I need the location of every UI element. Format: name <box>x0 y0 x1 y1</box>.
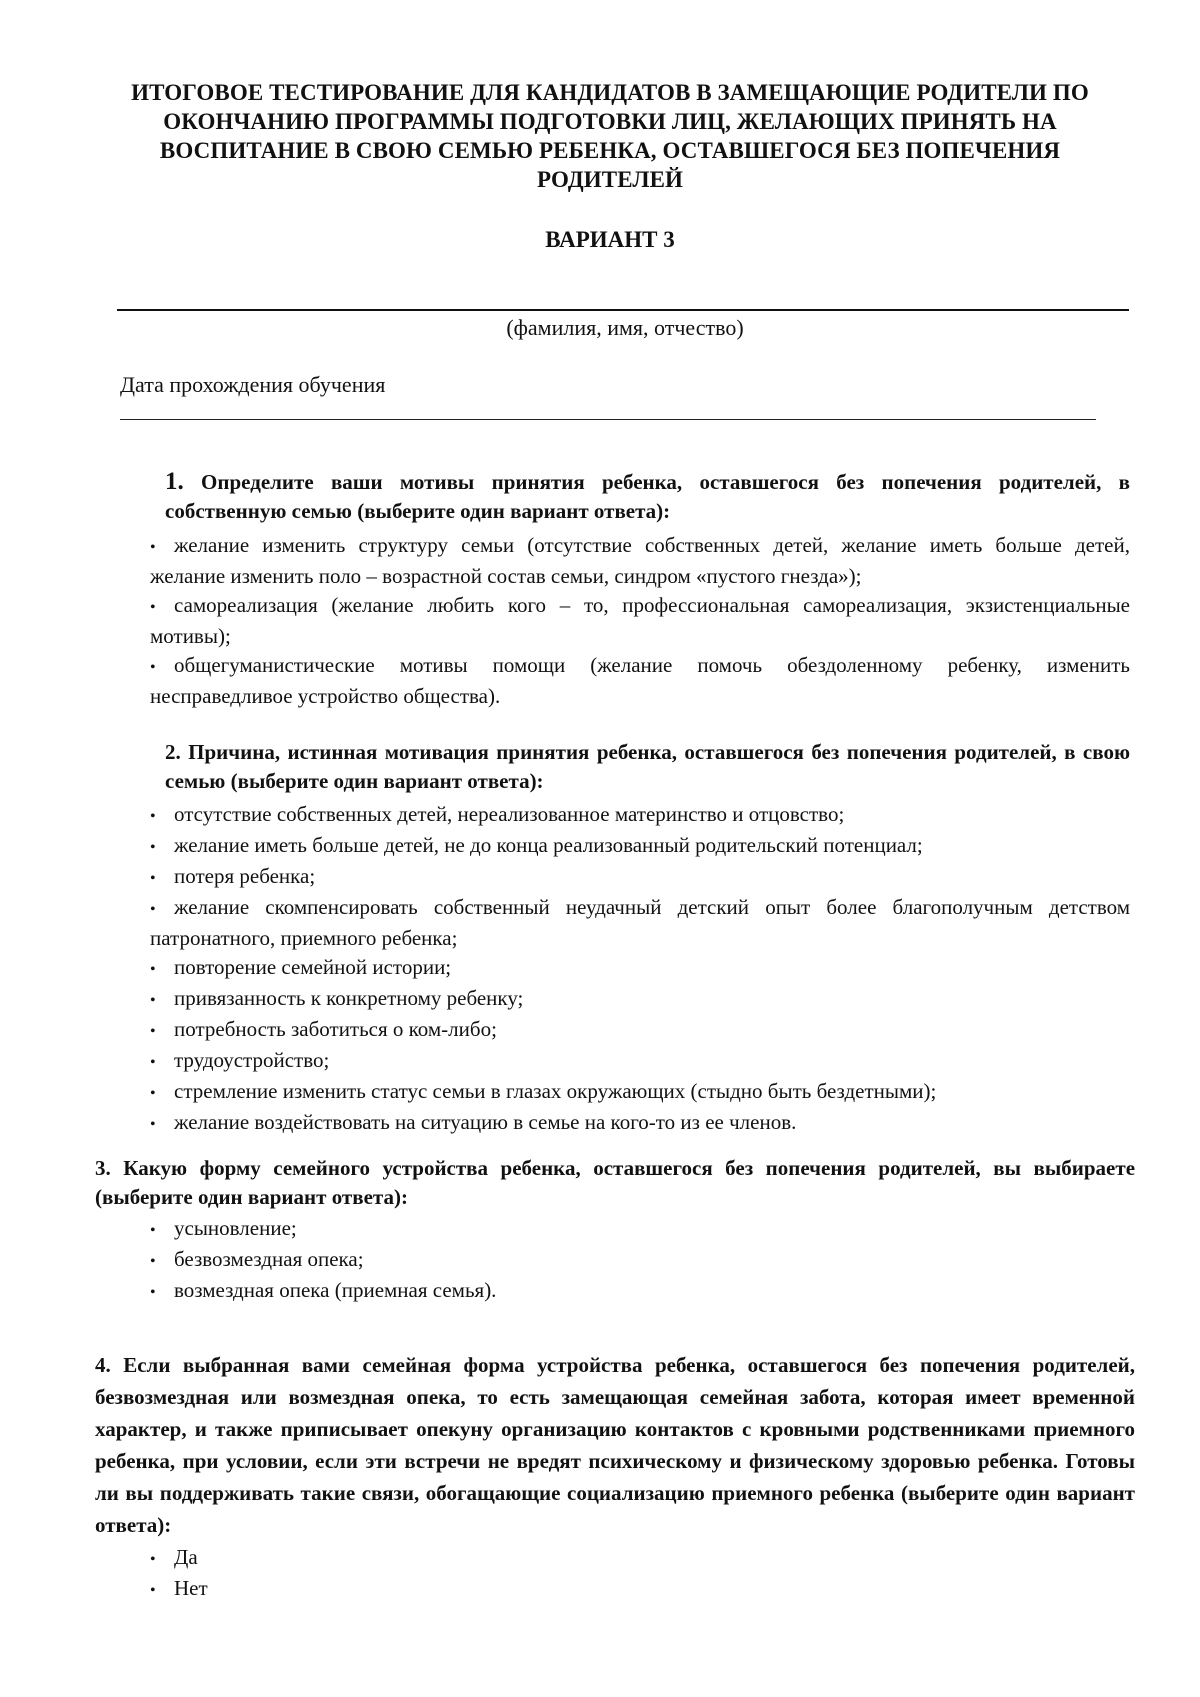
document-title: ИТОГОВОЕ ТЕСТИРОВАНИЕ ДЛЯ КАНДИДАТОВ В ЗАМЕЩАЮЩИЕ РОДИТЕЛИ ПО ОКОНЧАНИЮ ПРОГРАММЫ ПОДГОТОВКИ ЛИЦ, ЖЕЛАЮЩИХ ПРИНЯТЬ НА ВОСПИТАНИЕ В СВОЮ СЕМЬЮ РЕБЕНКА, ОСТАВШЕГОСЯ БЕЗ ПОПЕЧЕНИЯ РОДИТЕЛЕЙ <box>131 80 1089 192</box>
bullet-icon: • <box>150 808 156 825</box>
date-label: Дата прохождения обучения <box>120 372 386 397</box>
question-2-prompt: Причина, истинная мотивация принятия ребенка, оставшегося без попечения родителей, в свою семью (выберите один вариант ответа): <box>165 740 1130 793</box>
bullet-icon: • <box>150 1582 156 1599</box>
name-caption: (фамилия, имя, отчество) <box>506 315 744 340</box>
answer-option[interactable] <box>150 1077 1130 1108</box>
question-4-options <box>95 1543 1135 1605</box>
answer-option-label: безвозмездная опека; <box>174 1247 364 1271</box>
answer-option-label: самореализация (желание любить кого – то, профессиональная самореализация, экзистенциальные мотивы); <box>150 593 1130 648</box>
answer-option[interactable] <box>150 893 1130 953</box>
question-4 <box>95 1349 1135 1605</box>
variant-heading: ВАРИАНТ 3 <box>545 227 675 252</box>
answer-option-label: желание воздействовать на ситуацию в семье на кого-то из ее членов. <box>174 1110 797 1134</box>
answer-option-label: привязанность к конкретному ребенку; <box>174 986 524 1010</box>
question-1-prompt: Определите ваши мотивы принятия ребенка, оставшегося без попечения родителей, в собственную семью (выберите один вариант ответа): <box>165 470 1131 523</box>
answer-option[interactable] <box>150 831 1130 862</box>
answer-option-label: отсутствие собственных детей, нереализованное материнство и отцовство; <box>174 802 845 826</box>
bullet-icon: • <box>150 870 156 887</box>
answer-option-label: трудоустройство; <box>174 1048 330 1072</box>
answer-option-label: повторение семейной истории; <box>174 955 452 979</box>
answer-option-label: усыновление; <box>174 1216 297 1240</box>
bullet-icon: • <box>150 1551 156 1568</box>
bullet-icon: • <box>150 1085 156 1102</box>
question-3 <box>95 1154 1135 1307</box>
bullet-icon: • <box>150 1253 156 1270</box>
question-4-prompt: Если выбранная вами семейная форма устройства ребенка, оставшегося без попечения родителей, безвозмездная или возмездная опека, то есть замещающая семейная забота, которая имеет временной характер, и также приписывает опекуну организацию контактов с кровными родственниками приемного ребенка, при условии, если эти встречи не вредят психическому и физическому здоровью ребенка. Готовы ли вы поддерживать такие связи, обогащающие социализацию приемного ребенка (выберите один вариант ответа): <box>95 1353 1136 1537</box>
question-3-number: 3. <box>95 1156 111 1180</box>
answer-option-label: желание изменить структуру семьи (отсутствие собственных детей, желание иметь больше детей, желание изменить поло – возрастной состав семьи, синдром «пустого гнезда»); <box>150 533 1130 588</box>
question-3-text <box>95 1154 1135 1212</box>
answer-option-label: потеря ребенка; <box>174 864 316 888</box>
answer-option[interactable] <box>150 1046 1130 1077</box>
bullet-icon: • <box>150 901 156 918</box>
question-2-options <box>150 800 1130 1139</box>
answer-option-label: Да <box>174 1545 198 1569</box>
bullet-icon: • <box>150 539 156 556</box>
answer-option-label: Нет <box>174 1576 208 1600</box>
bullet-icon: • <box>150 992 156 1009</box>
answer-option[interactable] <box>150 651 1130 711</box>
bullet-icon: • <box>150 1116 156 1133</box>
answer-option-label: желание иметь больше детей, не до конца реализованный родительский потенциал; <box>174 833 923 857</box>
answer-option[interactable] <box>150 1245 1135 1276</box>
answer-option[interactable] <box>150 953 1130 984</box>
answer-option[interactable] <box>150 1108 1130 1139</box>
question-1-number: 1. <box>165 468 184 495</box>
bullet-icon: • <box>150 1023 156 1040</box>
answer-option-label: желание скомпенсировать собственный неудачный детский опыт более благополучным детством патронатного, приемного ребенка; <box>150 895 1130 950</box>
answer-option[interactable] <box>150 531 1130 591</box>
question-4-text <box>95 1349 1135 1541</box>
question-1 <box>150 467 1130 711</box>
answer-option-no[interactable] <box>150 1574 1135 1605</box>
question-1-text <box>150 467 1130 526</box>
bullet-icon: • <box>150 1054 156 1071</box>
answer-option[interactable] <box>150 1276 1135 1307</box>
bullet-icon: • <box>150 961 156 978</box>
answer-option[interactable] <box>150 800 1130 831</box>
answer-option-label: потребность заботиться о ком-либо; <box>174 1017 497 1041</box>
question-2-text <box>150 738 1130 796</box>
bullet-icon: • <box>150 1222 156 1239</box>
answer-option-label: стремление изменить статус семьи в глазах окружающих (стыдно быть бездетными); <box>174 1079 937 1103</box>
question-2 <box>150 738 1130 1139</box>
answer-option-label: общегуманистические мотивы помощи (желание помочь обездоленному ребенку, изменить несправедливое устройство общества). <box>150 653 1130 708</box>
answer-option[interactable] <box>150 591 1130 651</box>
bullet-icon: • <box>150 599 156 616</box>
date-fill-line[interactable] <box>120 419 1096 420</box>
question-2-number: 2. <box>165 740 181 764</box>
question-4-number: 4. <box>95 1353 111 1377</box>
question-3-prompt: Какую форму семейного устройства ребенка, оставшегося без попечения родителей, вы выбираете (выберите один вариант ответа): <box>95 1156 1136 1209</box>
answer-option[interactable] <box>150 984 1130 1015</box>
bullet-icon: • <box>150 839 156 856</box>
answer-option[interactable] <box>150 1015 1130 1046</box>
answer-option-yes[interactable] <box>150 1543 1135 1574</box>
question-1-options <box>150 531 1130 711</box>
answer-option[interactable] <box>150 1214 1135 1245</box>
answer-option-label: возмездная опека (приемная семья). <box>174 1278 497 1302</box>
question-3-options <box>95 1214 1135 1307</box>
answer-option[interactable] <box>150 862 1130 893</box>
bullet-icon: • <box>150 659 156 676</box>
bullet-icon: • <box>150 1284 156 1301</box>
name-fill-line[interactable] <box>117 309 1129 311</box>
